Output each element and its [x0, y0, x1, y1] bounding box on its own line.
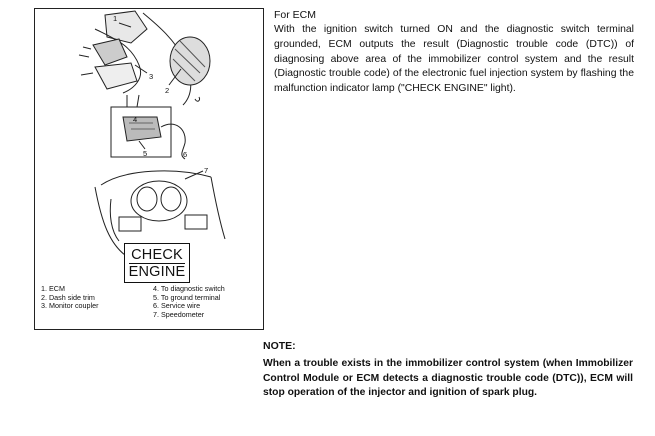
callout-2: 2 — [165, 86, 170, 95]
legend-item-service-wire: 6. Service wire — [153, 301, 201, 311]
section-heading: For ECM — [274, 9, 316, 21]
illustration-figure — [34, 8, 264, 330]
callout-4: 4 — [133, 115, 138, 124]
callout-6: 6 — [183, 150, 188, 159]
callout-1: 1 — [113, 14, 118, 23]
legend-item-ground-terminal: 5. To ground terminal — [153, 292, 221, 302]
legend-item-monitor-coupler: 3. Monitor coupler — [41, 301, 99, 311]
legend-item-speedometer: 7. Speedometer — [153, 309, 205, 319]
callout-3: 3 — [149, 72, 154, 81]
legend-item-ecm: 1. ECM — [41, 284, 65, 293]
note-title: NOTE: — [263, 340, 296, 352]
legend-item-dash-side-trim: 2. Dash side trim — [41, 292, 95, 302]
callout-5: 5 — [143, 149, 148, 158]
engine-label: ENGINE — [128, 263, 186, 280]
legend-item-diagnostic-switch: 4. To diagnostic switch — [153, 284, 225, 293]
check-engine-lamp-label — [124, 243, 190, 283]
callout-7: 7 — [204, 166, 209, 175]
check-label: CHECK — [131, 246, 183, 263]
ecm-unit — [170, 37, 210, 85]
description-paragraph: With the ignition switch turned ON and the diagnostic switch terminal grounded, ECM outputs the result (Diagnostic trouble code (DTC)) of diagnosing above area of the immobilizer control system and the result (Diagnostic trouble code) of the electronic fuel injection system by flashing the malfunction indicator lamp ("CHECK ENGINE" light). — [274, 24, 634, 95]
note-body: When a trouble exists in the immobilizer control system (when Immobilizer Control Module or ECM detects a diagnostic trouble code (DTC)), ECM will stop operation of the injector and ignition of spark plug. — [263, 358, 633, 399]
